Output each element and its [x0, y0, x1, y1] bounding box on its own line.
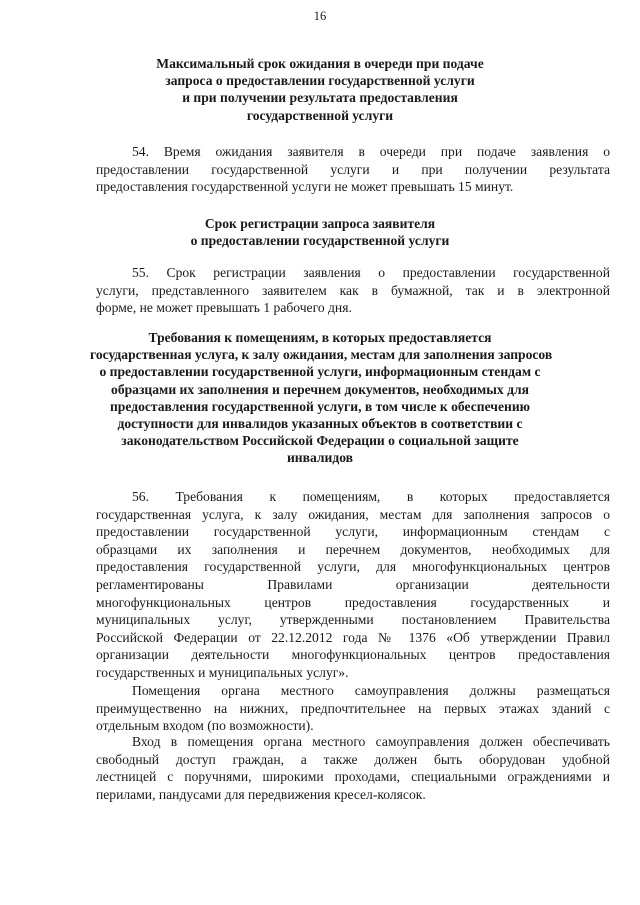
paragraph-line: отдельным входом (по возможности).: [96, 718, 314, 734]
paragraph-line: 56. Требования к помещениям, в которых предоставляется: [132, 489, 610, 504]
paragraph-56: [96, 488, 610, 682]
paragraph-line: 54. Время ожидания заявителя в очереди при подаче заявления о: [132, 144, 610, 159]
paragraph-line: форме, не может превышать 1 рабочего дня.: [96, 300, 352, 316]
paragraph-line: Российской Федерации от 22.12.2012 года № 1376 «Об утверждении Правил: [96, 629, 610, 645]
heading-line: образцами их заполнения и перечнем документов, необходимых для: [111, 381, 529, 397]
heading-line: государственной услуги: [246, 107, 394, 123]
heading-line: инвалидов: [286, 450, 354, 466]
paragraph-premises-location: [96, 682, 610, 735]
heading-line: предоставления государственной услуги, в том числе к обеспечению: [109, 398, 531, 414]
paragraph-line: предоставления государственной услуги не может превышать 15 минут.: [96, 179, 514, 195]
paragraph-54: [96, 143, 610, 196]
heading-line: и при получении результата предоставления: [182, 90, 458, 106]
paragraph-line: предоставлении государственной услуги и при получении результата: [96, 161, 610, 177]
paragraph-55: [96, 264, 610, 317]
section-heading-premises-requirements: [90, 329, 553, 467]
paragraph-line: государственная услуга, к залу ожидания, местам для заполнения запросов о: [96, 506, 610, 522]
section-heading-registration-period: [90, 215, 550, 249]
paragraph-line: предоставлении государственной услуги, информационным стендам с: [96, 524, 610, 540]
paragraph-line: лестницей с поручнями, широкими проходами, специальными ограждениями и: [96, 769, 610, 785]
heading-line: Максимальный срок ожидания в очереди при подаче: [156, 56, 484, 71]
paragraph-line: регламентированы Правилами организации деятельности: [96, 576, 610, 592]
paragraph-line: Помещения органа местного самоуправления должны размещаться: [132, 683, 610, 698]
paragraph-entrance-access: [96, 733, 610, 803]
section-heading-max-wait-time: [90, 55, 550, 124]
paragraph-line: государственных и муниципальных услуг».: [96, 664, 349, 680]
heading-line: государственная услуга, к залу ожидания, местам для заполнения запросов: [90, 347, 553, 363]
paragraph-line: образцами их заполнения и перечнем документов, необходимых для: [96, 541, 610, 557]
paragraph-line: предоставления государственной услуги, для многофункциональных центров: [96, 559, 610, 575]
heading-line: Срок регистрации запроса заявителя: [204, 216, 436, 231]
heading-line: о предоставлении государственной услуги, информационным стендам с: [99, 364, 541, 380]
heading-line: законодательством Российской Федерации о социальной защите: [121, 433, 519, 449]
paragraph-line: свободный доступ граждан, а также должен быть оборудован удобной: [96, 751, 610, 767]
paragraph-line: Вход в помещения органа местного самоуправления должен обеспечивать: [132, 734, 610, 749]
paragraph-line: муниципальных услуг, утвержденными постановлением Правительства: [96, 612, 610, 628]
paragraph-line: преимущественно на нижних, предпочтительнее на первых этажах зданий с: [96, 700, 610, 716]
page-number: 16: [313, 9, 327, 23]
paragraph-line: многофункциональных центров предоставления государственных и: [96, 594, 610, 610]
paragraph-line: организации деятельности многофункциональных центров предоставления: [96, 647, 610, 663]
paragraph-line: услуги, представленного заявителем как в бумажной, так и в электронной: [96, 282, 610, 298]
paragraph-line: перилами, пандусами для передвижения кресел-колясок.: [96, 786, 426, 802]
heading-line: о предоставлении государственной услуги: [190, 233, 450, 249]
heading-line: доступности для инвалидов указанных объектов в соответствии с: [117, 416, 523, 432]
heading-line: Требования к помещениям, в которых предоставляется: [148, 330, 492, 345]
paragraph-line: 55. Срок регистрации заявления о предоставлении государственной: [132, 265, 610, 280]
heading-line: запроса о предоставлении государственной услуги: [165, 73, 475, 89]
